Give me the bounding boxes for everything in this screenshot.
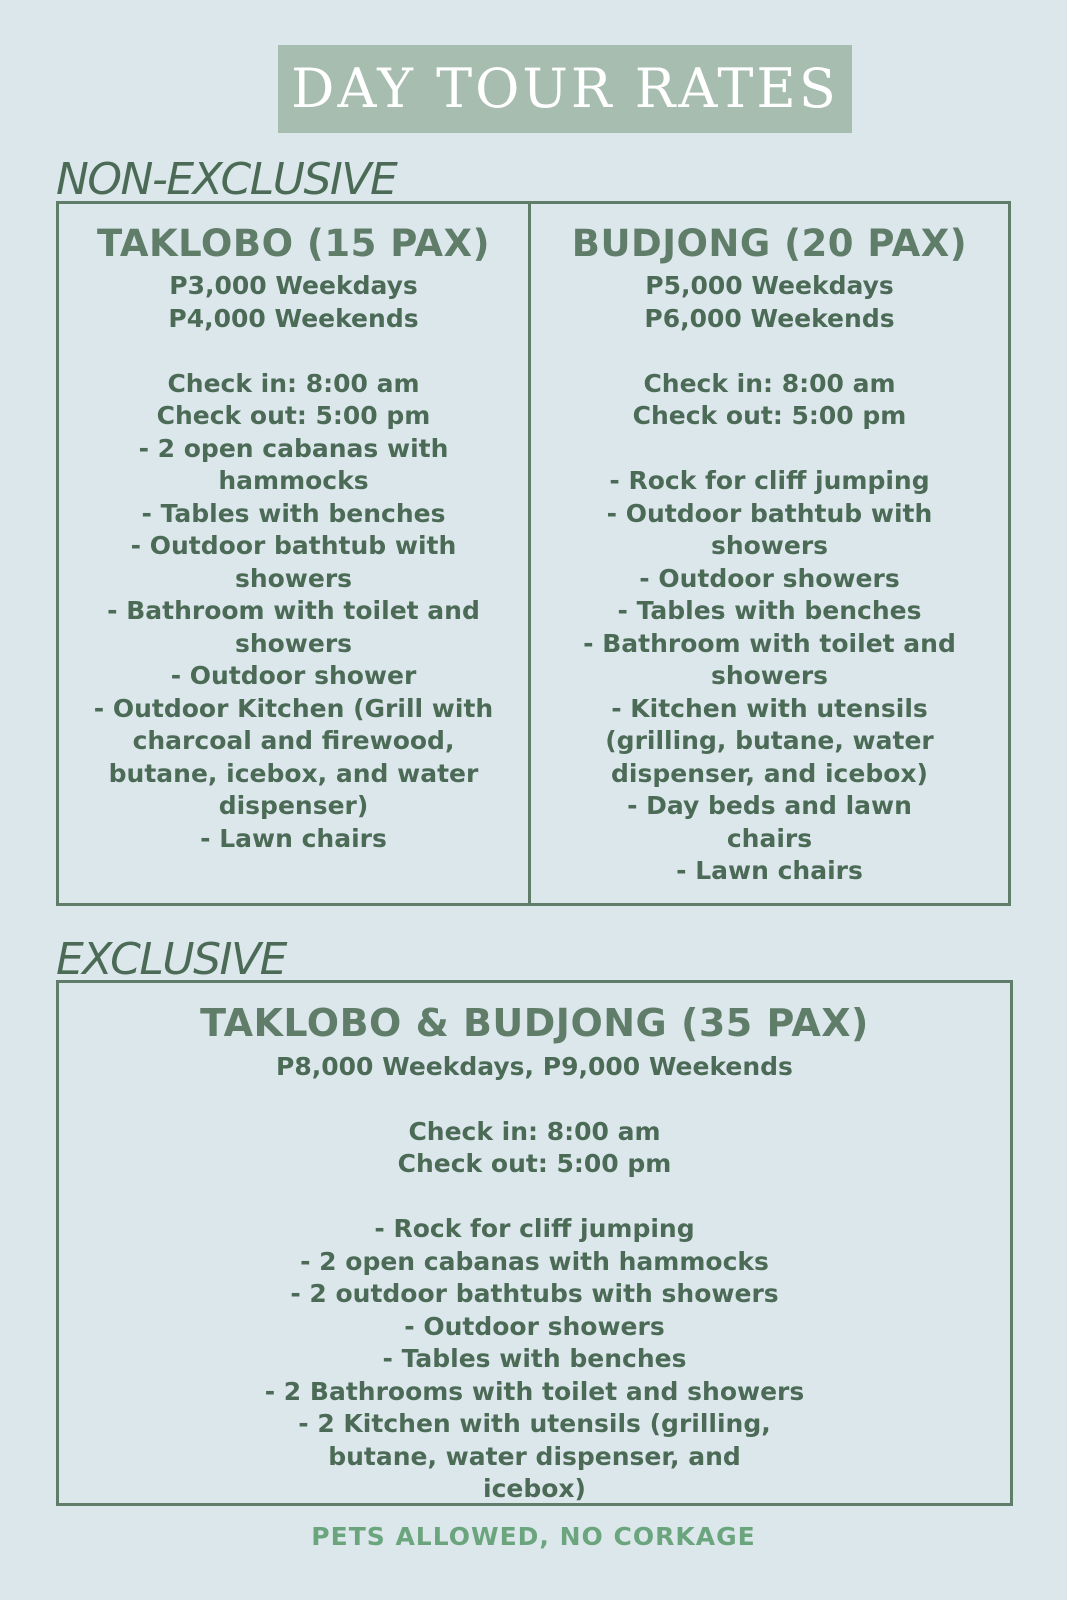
check-in: Check in: 8:00 am xyxy=(408,1116,661,1146)
amenity-item: - Bathroom with toilet and showers xyxy=(583,628,956,691)
amenity-item: - 2 open cabanas with hammocks xyxy=(300,1246,769,1276)
amenity-item: - Tables with benches xyxy=(141,498,446,528)
rate-weekdays: P5,000 Weekdays xyxy=(645,271,894,301)
amenity-item: - Outdoor bathtub with showers xyxy=(606,498,933,561)
package-title: TAKLOBO (15 PAX) xyxy=(97,222,490,265)
amenity-item: - 2 Bathrooms with toilet and showers xyxy=(264,1376,805,1406)
amenity-item: - Day beds and lawn chairs xyxy=(627,791,912,853)
amenity-item: - 2 open cabanas with hammocks xyxy=(138,433,449,496)
package-title: BUDJONG (20 PAX) xyxy=(571,222,968,265)
section-label-non-exclusive: NON-EXCLUSIVE xyxy=(56,154,397,205)
amenity-item: - Outdoor shower xyxy=(170,661,417,691)
package-taklobo xyxy=(59,204,531,903)
amenity-item: - Outdoor Kitchen (Grill with charcoal and firewood, butane, icebox, and water dispenser) xyxy=(93,693,494,821)
amenity-item: - Rock for cliff jumping xyxy=(374,1214,695,1244)
amenity-item: - 2 Kitchen with utensils (grilling, butane, water dispenser, and icebox) xyxy=(298,1409,771,1504)
non-exclusive-box xyxy=(56,201,1011,906)
amenity-item: - Kitchen with utensils (grilling, butane, water dispenser, and icebox) xyxy=(605,693,934,788)
check-out: Check out: 5:00 pm xyxy=(397,1149,672,1179)
exclusive-box xyxy=(56,980,1013,1506)
package-title: TAKLOBO & BUDJONG (35 PAX) xyxy=(200,1001,869,1045)
amenity-item: - Lawn chairs xyxy=(200,823,387,853)
amenity-item: - Rock for cliff jumping xyxy=(609,466,930,496)
title-banner xyxy=(278,45,852,133)
rates: P8,000 Weekdays, P9,000 Weekends xyxy=(276,1051,793,1081)
amenity-item: - Tables with benches xyxy=(382,1344,687,1374)
amenity-item: - Lawn chairs xyxy=(676,856,863,886)
rate-weekends: P6,000 Weekends xyxy=(644,303,895,333)
amenity-item: - Outdoor bathtub with showers xyxy=(130,531,457,593)
amenity-item: - Outdoor showers xyxy=(404,1311,665,1341)
rate-weekends: P4,000 Weekends xyxy=(168,303,419,333)
amenity-item: - Outdoor showers xyxy=(639,563,900,593)
rate-weekdays: P3,000 Weekdays xyxy=(169,271,418,301)
amenity-item: - Bathroom with toilet and showers xyxy=(107,596,480,658)
footer-note: PETS ALLOWED, NO CORKAGE xyxy=(311,1522,756,1551)
section-label-exclusive: EXCLUSIVE xyxy=(56,934,286,985)
check-in: Check in: 8:00 am xyxy=(643,368,896,398)
check-out: Check out: 5:00 pm xyxy=(632,401,907,431)
check-out: Check out: 5:00 pm xyxy=(156,401,431,431)
amenity-item: - Tables with benches xyxy=(617,596,922,626)
package-budjong xyxy=(531,204,1008,903)
check-in: Check in: 8:00 am xyxy=(167,368,420,398)
amenity-item: - 2 outdoor bathtubs with showers xyxy=(290,1279,779,1309)
package-taklobo-budjong xyxy=(59,1001,1010,1506)
page-title: DAY TOUR RATES xyxy=(291,57,839,120)
